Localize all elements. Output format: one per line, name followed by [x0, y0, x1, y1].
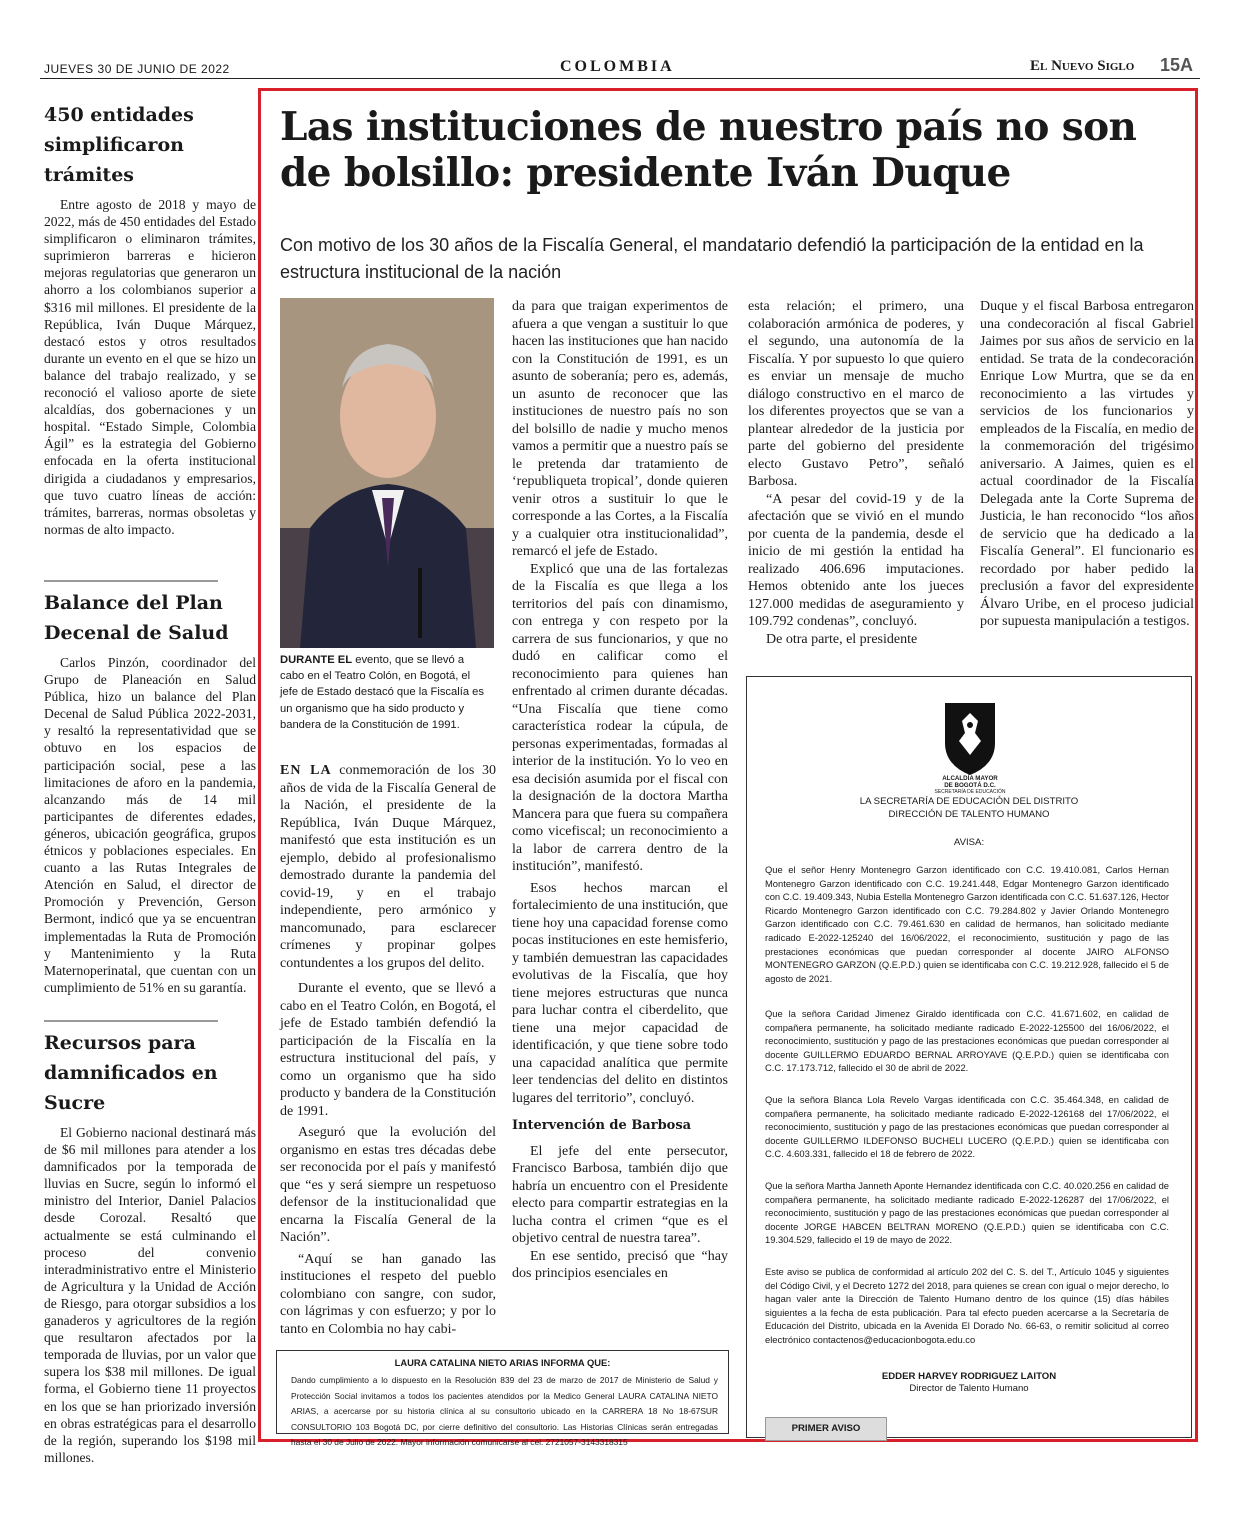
alcaldia-line: SECRETARÍA DE EDUCACIÓN [934, 789, 1006, 795]
lead-in: EN LA [280, 763, 332, 778]
alcaldia-logo-text [897, 775, 1043, 796]
classified-notice-nieto [276, 1350, 729, 1448]
header-rule [40, 78, 1200, 79]
paragraph: Duque y el fiscal Barbosa entregaron una condecoración al fiscal Gabriel Jaimes por sus años de servicio en la entidad. Se trata de la condecoración Enrique Low Murtra, que se da en reconocimiento a las virtudes y servicios de los funcionarios y empleados de la Fiscalía, en medio de la conmemoración del trigésimo aniversario. A Jaimes, quien es el actual coordinador de la Fiscalía Delegada ante la Corte Suprema de Justicia, le han reconocido “los años de servicio que ha dedicado a la Fiscalía General”. El funcionario es recordado por haber pedido la preclusión a favor del expresidente Álvaro Uribe, en el proceso judicial por supuesta manipulación a testigos. [980, 299, 1194, 629]
paragraph: De otra parte, el presidente [766, 631, 918, 647]
caption-lead: DURANTE EL [280, 654, 353, 666]
paragraph: da para que traigan experimentos de afuera a que vengan a sustituir lo que hacen las instituciones que han nacido con la Constitución de 1991, es un asunto de soberanía; pero es, además, un asunto de reconocer que las instituciones de nuestro país no son del bolsillo de nadie y mucho menos vamos a permitir que a nuestro país se le pretenda dar tratamiento de ‘republiqueta tropical’, donde quieren venir otros a sustituir lo que le corresponde a las Cortes, a la Fiscalía y a cualquier otra institucionalidad”, remarcó el jefe de Estado. [512, 299, 728, 559]
notice-title: LAURA CATALINA NIETO ARIAS INFORMA QUE: [394, 1357, 611, 1368]
publication-name: El Nuevo Siglo [1030, 58, 1135, 74]
notice-paragraph: Que la señora Caridad Jimenez Giraldo identificada con C.C. 41.671.602, en calidad de compañera permanente, ha solicitado mediante radicado E-2022-125500 del 16/06/2022, el reconocimiento, sustitución y pago de las prestaciones económicas que puedan corresponder al docente GUILLERMO EDUARDO BERNAL ARROYAVE (Q.E.P.D.) quien se identificaba con C.C. 17.173.712, fallecido el 30 de abril de 2022. [765, 1008, 1169, 1074]
alcaldia-line: DE BOGOTÁ D.C. [944, 782, 996, 789]
article-deck: Con motivo de los 30 años de la Fiscalía General, el mandatario defendió la participación de la entidad en la estructura institucional de la nación [280, 235, 1144, 282]
paragraph: Esos hechos marcan el fortalecimiento de una institución, que tiene hoy una capacidad forense como pocas instituciones en este hemisferio, y también demuestran las capacidades evolutivas de la Fiscalía, que hoy tiene mejores estructuras que nunca para luchar contra el ciberdelito, que tiene una mejor capacidad de identificación, y que tiene sobre todo una capacidad analítica que permite leer tendencias del delito en distintos lugares del territorio”, concluyó. [512, 880, 728, 1106]
sidebar-divider [44, 1020, 218, 1022]
classified-notice-secretaria [746, 676, 1192, 1438]
sidebar-story-title: Balance del Plan Decenal de Salud [44, 592, 229, 644]
article-photo [280, 298, 494, 648]
sidebar-story-title: 450 entidades simplificaron trámites [44, 104, 194, 186]
article-subhead: Intervención de Barbosa [512, 1118, 692, 1133]
signature-title: Director de Talento Humano [909, 1383, 1029, 1395]
alcaldia-line: ALCALDÍA MAYOR [942, 775, 998, 782]
paragraph: El jefe del ente persecutor, Francisco Barbosa, también dijo que habría un encuentro con el Presidente electo para compartir estrategias en la lucha contra el crimen “que es el objetivo central de nuestra tarea”. [512, 1143, 728, 1246]
sidebar-story-body: El Gobierno nacional destinará más de $6 mil millones para atender a los damnificados por la temporada de lluvias en Sucre, según lo informó el ministro del Interior, Daniel Palacios desde Corozal. Resaltó que actualmente se está culminando el proceso del convenio interadministrativo entre el Ministerio de Agricultura y la Unidad de Acción de Riesgo, para otorgar subsidios a los ganaderos y agricultores de la región que resultaron afectados por la temporada de lluvias, por un valor que supera los $38 mil millones. De igual forma, el Gobierno tiene 11 proyectos en los que se han priorizado inversión en obras estratégicas para el desarrollo de la región, superando los $198 mil millones. [44, 1125, 256, 1465]
sidebar-story-1 [44, 100, 256, 538]
signature-name: EDDER HARVEY RODRIGUEZ LAITON [881, 1371, 1057, 1382]
article-column-1 [280, 762, 496, 1338]
notice-body: Dando cumplimiento a lo dispuesto en la Resolución 839 del 23 de marzo de 2017 de Ministerio de Salud y Protección Social invitamos a todos los pacientes atendidos por la Medico General LAURA CATALINA NIETO ARIAS, a acercarse por su historia clínica al su consultorio ubicado en la CARRERA 18 No 18-67SUR CONSULTORIO 103 Bogotá DC, por cierre definitivo del consultorio. Las Historias Clínicas serán entregadas hasta el 30 de Julio de 2022. Mayor información comunicarse al cel. 2721057-3143318315 [291, 1375, 718, 1448]
article-column-3 [748, 298, 964, 648]
paragraph: Durante el evento, que se llevó a cabo en el Teatro Colón, en Bogotá, el jefe de Estado también defendió la participación de la Fiscalía en la estructura institucional del país, y como un organismo que ha sido producto y bandera de la Constitución de 1991. [280, 981, 496, 1119]
notice-avisa: AVISA: [953, 837, 985, 848]
page-date: JUEVES 30 DE JUNIO DE 2022 [44, 62, 230, 76]
photo-caption [280, 652, 490, 733]
bogota-crest-icon [939, 699, 1001, 777]
notice-paragraph: Este aviso se publica de conformidad al artículo 202 del C. S. del T., Artículo 1045 y siguientes del Código Civil, y el Decreto 1272 del 2018, para quienes se crean con igual o mejor derecho, lo hagan valer ante la Dirección de Talento Humano dentro de los quince (15) días hábiles siguientes a la fecha de esta publicación. Para tal efecto pueden acercarse a la Secretaría de Educación del Distrito, ubicada en la Avenida El Dorado No. 66-63, o remitir solicitud al correo electrónico contactenos@educacionbogota.edu.co [765, 1266, 1169, 1345]
article-column-4 [980, 298, 1194, 631]
heading-line: DIRECCIÓN DE TALENTO HUMANO [888, 809, 1050, 820]
notice-paragraph: Que la señora Martha Janneth Aponte Hernandez identificada con C.C. 40.020.256 en calidad de compañera permanente, ha solicitado mediante radicado E-2022-126287 del 17/06/2022, el reconocimiento, sustitución y pago de las prestaciones económicas que puedan corresponder al docente JORGE HABCEN BELTRAN MORENO (Q.E.P.D.) quien se identificaba con C.C. 19.304.529, fallecido el 19 de mayo de 2022. [765, 1180, 1169, 1246]
sidebar-story-body: Entre agosto de 2018 y mayo de 2022, más de 450 entidades del Estado simplificaron o eliminaron trámites, suprimieron barreras e hicieron mejoras regulatorias que generaron un ahorro a los colombianos superior a $316 mil millones. El presidente de la República, Iván Duque Márquez, destacó estos y otros resultados durante un evento en el que se hizo un balance del trabajo realizado, y se reconoció el valioso aporte de siete alcaldías, dos gobernaciones y un hospital. “Estado Simple, Colombia Ágil” es la estrategia del Gobierno enfocada en la oferta institucional dirigida a ciudadanos y empresarios, que tuvo cuatro líneas de acción: trámites, barreras, normas obsoletas y normas de alto impacto. [44, 197, 256, 537]
heading-line: LA SECRETARÍA DE EDUCACIÓN DEL DISTRITO [859, 796, 1079, 807]
sidebar-story-body: Carlos Pinzón, coordinador del Grupo de Planeación en Salud Pública, hizo un balance del Plan Decenal de Salud Pública 2022-2031, y resaltó la representatividad que se obtuvo en los espacios de participación social, pese a las limitaciones de aforo en la pandemia, alcanzando más de 14 mil participantes de diferentes edades, géneros, ubicación geográfica, grupos étnicos y poblaciones especiales. En cuanto a las Rutas Integrales de Atención en Salud, el director de Promoción y Prevención, Gerson Bermont, indicó que ya se encuentran implementadas la Ruta de Promoción y Mantenimiento y la Ruta Maternoperinatal, que cuentan con un cumplimiento de 51% en su garantía. [44, 655, 256, 995]
portrait-illustration [280, 298, 494, 648]
paragraph: “A pesar del covid-19 y de la afectación que se vivió en el mundo por cuenta de la pandemia, desde el inicio de mi gestión la entidad ha realizado 406.696 imputaciones. Hemos obtenido ante los jueces 127.000 medidas de aseguramiento y 109.792 condenas”, concluyó. [748, 491, 964, 629]
article-column-2 [512, 298, 728, 1283]
notice-paragraph: Que el señor Henry Montenegro Garzon identificado con C.C. 19.410.081, Carlos Hernan Montenegro Garzon identificado con C.C. 19.241.448, Edgar Montenegro Garzon identificado con C.C. 19.409.343, Nubia Estella Montenegro Garzon identificada con C.C. 51.637.126, Hector Ricardo Montenegro Garzon identificado con C.C. 79.284.802 y Javier Orlando Montenegro Garzon identificado con C.C. 79.461.630 en calidad de hermanos, han solicitado mediante radicado E-2022-125240 del 16/06/2022, el reconocimiento, sustitución y pago de las prestaciones económicas que puedan corresponder al docente JAIRO ALFONSO MONTENEGRO GARZON (Q.E.P.D.) quien se identificaba con C.C. 19.212.928, fallecido el 5 de agosto de 2021. [765, 864, 1169, 984]
paragraph: conmemoración de los 30 años de vida de la Fiscalía General de la Nación, el presidente de la República, Iván Duque Márquez, manifestó que esta institución es un ejemplo, debido al profesionalismo demostrado durante la pandemia del covid-19, y en el trabajo independiente, pero armónico y mancomunado, para esclarecer crímenes y propinar golpes contundentes a los grupos del delito. [280, 763, 496, 971]
section-name: COLOMBIA [560, 58, 675, 75]
sidebar-story-title: Recursos para damnificados en Sucre [44, 1032, 218, 1114]
notice-signature [747, 1371, 1191, 1396]
paragraph: “Aquí se han ganado las instituciones el respeto del pueblo colombiano con sangre, con sudor, con lágrimas y con esfuerzo; y por lo tanto en Colombia no hay cabi- [280, 1251, 496, 1337]
paragraph: esta relación; el primero, una colaboración armónica de poderes, y el segundo, una autonomía de la Fiscalía. Y por supuesto lo que quiero es enviar un mensaje de mucho diálogo constructivo en el marco de los diferentes proyectos que se van a plantear alrededor de la justicia por parte del gobierno del presidente electo Gustavo Petro”, señaló Barbosa. [748, 299, 964, 489]
page-number: 15A [1160, 55, 1194, 75]
paragraph: Explicó que una de las fortalezas de la Fiscalía es que llega a los territorios del país con dinamismo, con entrega y con respeto por la carrera de sus funcionarios, y que no dudó en calificar como el reconocimiento para quienes han enfrentado al crimen durante décadas. “Una Fiscalía que tiene como característica rodear la cúpula, de personas experimentadas, formadas al interior de la institución. Yo lo veo en esa decisión asumida por el fiscal con la designación de la doctora Martha Mancera para que fuera su compañera como vicefiscal; un reconocimiento a la labor de carrera dentro de la institución”, manifestó. [512, 561, 728, 874]
sidebar-divider [44, 580, 218, 582]
notice-heading [747, 795, 1191, 821]
primer-aviso-badge: PRIMER AVISO [765, 1417, 887, 1441]
sidebar-story-2 [44, 588, 256, 996]
paragraph: En ese sentido, precisó que “hay dos principios esenciales en [512, 1248, 728, 1281]
sidebar-story-3 [44, 1028, 256, 1466]
caption-text: evento, que se llevó a cabo en el Teatro Colón, en Bogotá, el jefe de Estado destacó que la Fiscalía es un organismo que ha sido producto y bandera de la Constitución de 1991. [280, 654, 484, 731]
article-headline: Las instituciones de nuestro país no son de bolsillo: presidente Iván Duque [280, 104, 1137, 196]
notice-paragraph: Que la señora Blanca Lola Revelo Vargas identificada con C.C. 35.464.348, en calidad de compañera permanente, ha solicitado mediante radicado E-2022-126168 del 17/06/2022, el reconocimiento, sustitución y pago de las prestaciones económicas que puedan corresponder al docente GUILLERMO ILDEFONSO BUCHELI LUCERO (Q.E.P.D.) quien se identificaba con C.C. 4.603.331, fallecido el 18 de febrero de 2022. [765, 1094, 1169, 1160]
paragraph: Aseguró que la evolución del organismo en estas tres décadas debe ser reconocida por el país y manifestó que “es y será siempre un respetuoso defensor de la institucionalidad que encarna la Fiscalía General de la Nación”. [280, 1125, 496, 1245]
